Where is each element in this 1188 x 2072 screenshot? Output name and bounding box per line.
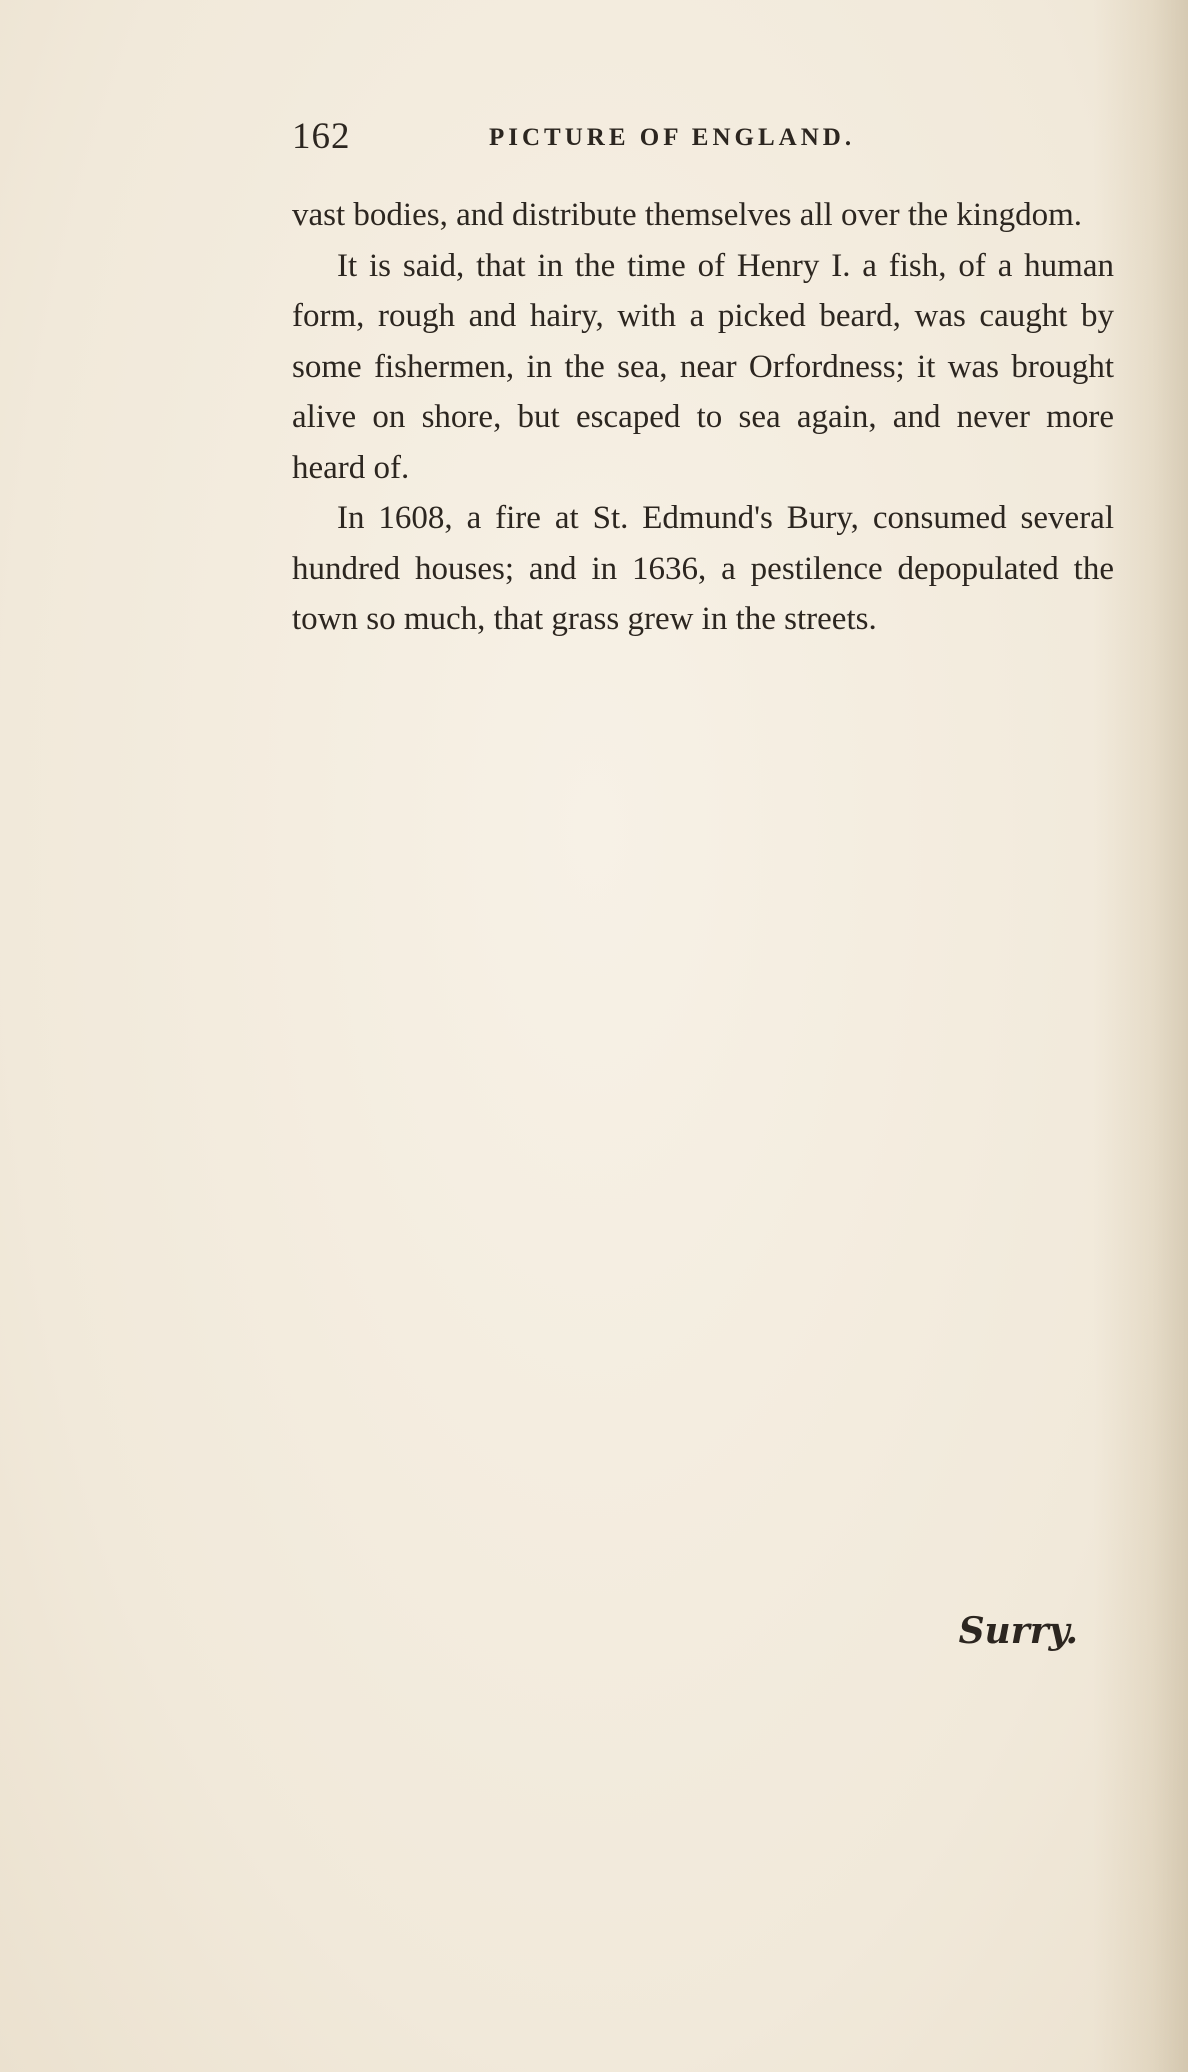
page-number: 162	[292, 116, 351, 157]
catchword: Surry.	[958, 1610, 1078, 1652]
page-header	[292, 112, 1122, 162]
paragraph-henry-fish: It is said, that in the time of Henry I. a fish, of a human form, rough and hairy, with a picked beard, was caught by some fishermen, in the sea, near Orfordness; it was brought alive on shore, but escaped to sea again, and never more heard of.	[292, 247, 1114, 486]
running-title: PICTURE OF ENGLAND.	[489, 124, 856, 151]
paragraph-fire-pestilence: In 1608, a fire at St. Edmund's Bury, consumed several hundred houses; and in 1636, a pestilence depopulated the town so much, that grass grew in the streets.	[292, 500, 1114, 637]
body-text	[292, 190, 1114, 645]
paragraph-continuation: vast bodies, and distribute themselves all over the kingdom.	[292, 197, 1083, 233]
